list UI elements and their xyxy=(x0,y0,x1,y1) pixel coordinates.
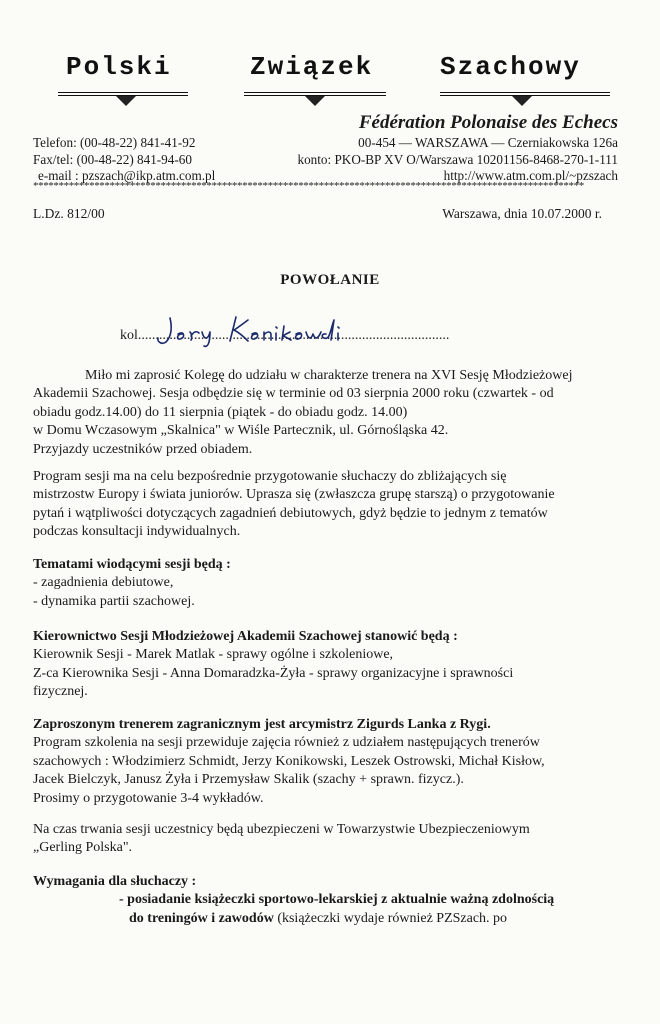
separator-stars: ************************************************************************************************************ xyxy=(33,182,584,190)
addressee-dots: ........................................................................................ xyxy=(141,328,450,343)
reference-number: L.Dz. 812/00 xyxy=(33,206,105,221)
section-heading: Tematami wiodącymi sesji będą : xyxy=(33,557,231,572)
text-line: Na czas trwania sesji uczestnicy będą ubezpieczeni w Towarzystwie Ubezpieczeniowym xyxy=(33,822,530,837)
text-line: podczas konsultacji indywidualnych. xyxy=(33,524,241,540)
list-item: - zagadnienia debiutowe, xyxy=(33,575,174,591)
text-line: - posiadanie książeczki sportowo-lekarskiej z aktualnie ważną zdolnością xyxy=(119,892,555,908)
text-line: fizycznej. xyxy=(33,684,88,700)
section-leadership xyxy=(33,628,633,702)
paragraph-program xyxy=(33,468,633,542)
paragraph-insurance xyxy=(33,821,633,858)
contact-address: 00-454 — WARSZAWA — Czerniakowska 126a xyxy=(358,135,618,150)
text-line: Z-ca Kierownika Sesji - Anna Domaradzka-Żyła - sprawy organizacyjne i sprawności xyxy=(33,665,514,681)
paragraph-invitation xyxy=(33,367,633,459)
section-heading: Wymagania dla słuchaczy : xyxy=(33,874,197,889)
federation-name: Fédération Polonaise des Echecs xyxy=(358,112,618,133)
letter-date: Warszawa, dnia 10.07.2000 r. xyxy=(442,206,602,221)
contact-fax: Fax/tel: (00-48-22) 841-94-60 xyxy=(33,152,192,167)
text-line: Program szkolenia na sesji przewiduje zajęcia również z udziałem następujących trenerów xyxy=(33,735,540,751)
text-line: Prosimy o przygotowanie 3-4 wykładów. xyxy=(33,790,264,806)
text-line: w Domu Wczasowym „Skalnica" w Wiśle Partecznik, ul. Górnośląska 42. xyxy=(33,423,449,439)
section-topics xyxy=(33,556,633,611)
contact-bank-account: konto: PKO-BP XV O/Warszawa 10201156-8468-270-1-111 xyxy=(297,152,618,167)
masthead-arrow-icon xyxy=(305,96,325,106)
masthead-word-szachowy: Szachowy xyxy=(440,52,581,82)
text-line: szachowych : Włodzimierz Schmidt, Jerzy Konikowski, Leszek Ostrowski, Michał Kisłow, xyxy=(33,753,545,769)
text-line: Przyjazdy uczestników przed obiadem. xyxy=(33,441,253,457)
masthead-word-polski: Polski xyxy=(66,52,172,82)
masthead-arrow-icon xyxy=(116,96,136,106)
text-line: Akademii Szachowej. Sesja odbędzie się w terminie od 03 sierpnia 2000 roku (czwartek - od xyxy=(33,386,554,402)
text-line: Miło mi zaprosić Kolegę do udziału w charakterze trenera na XVI Sesję Młodzieżowej xyxy=(85,368,573,383)
section-requirements xyxy=(33,873,633,928)
section-guest-trainer xyxy=(33,716,633,808)
section-heading: Zaproszonym trenerem zagranicznym jest arcymistrz Zigurds Lanka z Rygi. xyxy=(33,717,491,732)
text-line: obiadu godz.14.00) do 11 sierpnia (piątek - do obiadu godz. 14.00) xyxy=(33,404,408,420)
handwritten-name-signature xyxy=(150,312,380,348)
text-line: Jacek Bielczyk, Janusz Żyła i Przemysław Skalik (szachy + sprawn. fizycz.). xyxy=(33,772,464,788)
masthead-arrow-icon xyxy=(512,96,532,106)
list-item: - dynamika partii szachowej. xyxy=(33,593,195,609)
page-title: POWOŁANIE xyxy=(280,272,380,288)
contact-website: http://www.atm.com.pl/~pzszach xyxy=(443,168,618,183)
contact-email: e-mail : pzszach@ikp.atm.com.pl xyxy=(38,168,216,183)
section-heading: Kierownictwo Sesji Młodzieżowej Akademii Szachowej stanowić będą : xyxy=(33,629,458,644)
text-line: mistrzostw Europy i świata juniorów. Uprasza się (zwłaszcza grupę starszą) o przygotowanie xyxy=(33,487,555,503)
addressee-prefix: kol. xyxy=(120,328,142,343)
text-line: „Gerling Polska". xyxy=(33,840,133,856)
text-line: Program sesji ma na celu bezpośrednie przygotowanie słuchaczy do zbliżających się xyxy=(33,469,507,484)
text-line: pytań i wątpliwości dotyczących zagadnień debiutowych, gdyż będzie to jednym z tematów xyxy=(33,505,548,521)
text-line: do treningów i zawodów xyxy=(129,910,274,926)
masthead-word-zwiazek: Związek xyxy=(250,52,374,82)
text-line: (książeczki wydaje również PZSzach. po xyxy=(273,910,508,926)
text-line: Kierownik Sesji - Marek Matlak - sprawy ogólne i szkoleniowe, xyxy=(33,647,394,663)
contact-phone: Telefon: (00-48-22) 841-41-92 xyxy=(33,135,196,150)
